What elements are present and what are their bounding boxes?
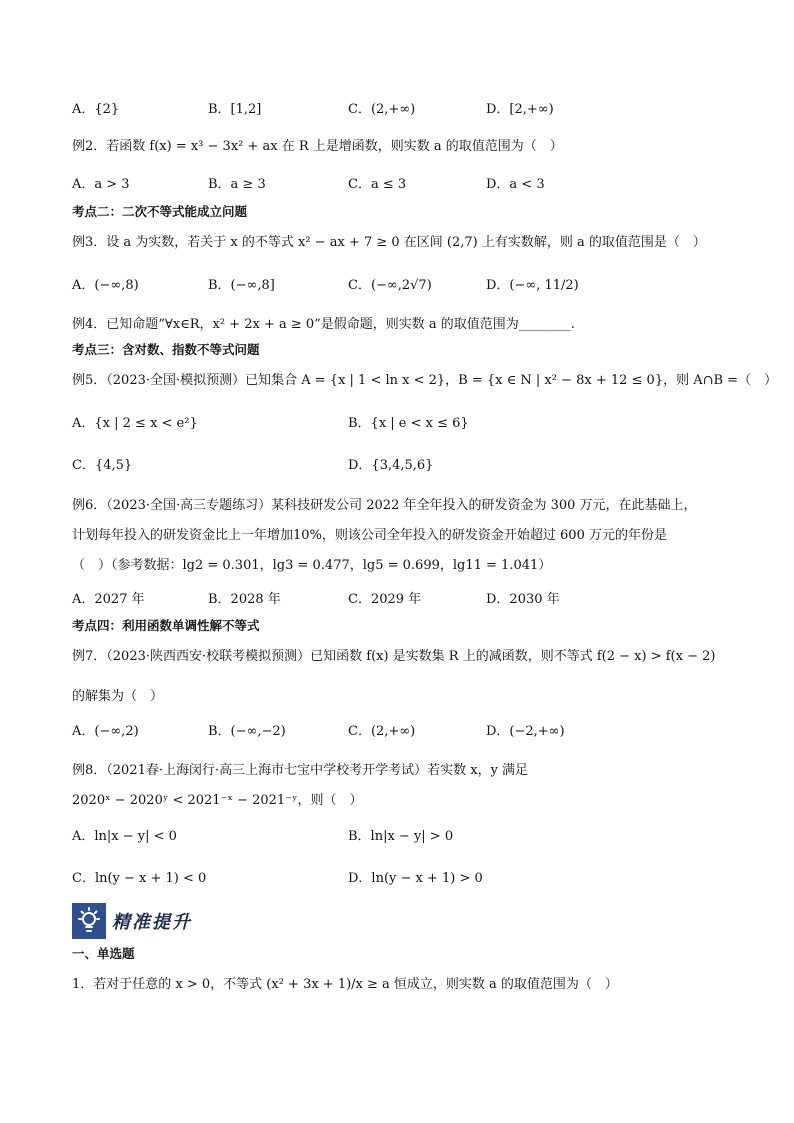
knowledge-point-4: 考点四：利用函数单调性解不等式 xyxy=(72,618,260,633)
ex2-option-a: A．a > 3 xyxy=(72,177,130,192)
ex5-option-b: B．{x | e < x ≤ 6} xyxy=(348,416,469,431)
example-8-stem-line-1: 例8．（2021春·上海闵行·高三上海市七宝中学校考开学考试）若实数 x，y 满足 xyxy=(72,763,529,778)
ex2-option-d: D．a < 3 xyxy=(486,177,545,192)
option-d: D．[2,+∞) xyxy=(486,102,554,117)
knowledge-point-3: 考点三：含对数、指数不等式问题 xyxy=(72,342,260,357)
ex8-option-a: A．ln|x − y| < 0 xyxy=(72,829,177,844)
ex2-option-b: B．a ≥ 3 xyxy=(208,177,266,192)
example-6-stem-line-2: 计划每年投入的研发资金比上一年增加10%，则该公司全年投入的研发资金开始超过 600 万元的年份是 xyxy=(72,528,667,543)
ex5-option-c: C．{4,5} xyxy=(72,458,133,473)
example-7-stem-line-1: 例7．（2023·陕西西安·校联考模拟预测）已知函数 f(x) 是实数集 R 上的减函数，则不等式 f(2 − x) > f(x − 2) xyxy=(72,649,716,664)
ex6-option-c: C．2029 年 xyxy=(348,592,422,607)
ex3-option-a: A．(−∞,8) xyxy=(72,278,139,293)
ex5-option-d: D．{3,4,5,6} xyxy=(348,458,434,473)
ex7-option-a: A．(−∞,2) xyxy=(72,724,139,739)
ex8-option-b: B．ln|x − y| > 0 xyxy=(348,829,454,844)
ex7-option-c: C．(2,+∞) xyxy=(348,724,416,739)
example-6-stem-line-3: （ ）（参考数据：lg2 = 0.301，lg3 = 0.477，lg5 = 0.699，lg11 = 1.041） xyxy=(72,558,552,573)
ex8-option-c: C．ln(y − x + 1) < 0 xyxy=(72,871,207,886)
question-1-stem: 1．若对于任意的 x > 0，不等式 (x² + 3x + 1)/x ≥ a 恒成立，则实数 a 的取值范围为（ ） xyxy=(72,977,618,992)
ex2-option-c: C．a ≤ 3 xyxy=(348,177,407,192)
option-c: C．(2,+∞) xyxy=(348,102,416,117)
ex8-option-d: D．ln(y − x + 1) > 0 xyxy=(348,871,483,886)
ex3-option-c: C．(−∞,2√7) xyxy=(348,278,432,293)
example-4-stem: 例4．已知命题“∀x∈R，x² + 2x + a ≥ 0”是假命题，则实数 a 的取值范围为________. xyxy=(72,317,575,332)
ex3-option-b: B．(−∞,8] xyxy=(208,278,275,293)
example-8-stem-line-2: 2020ˣ − 2020ʸ < 2021⁻ˣ − 2021⁻ʸ，则（ ） xyxy=(72,793,363,808)
knowledge-point-2: 考点二：二次不等式能成立问题 xyxy=(72,204,248,219)
ex7-option-b: B．(−∞,−2) xyxy=(208,724,286,739)
option-a: A．{2} xyxy=(72,102,120,117)
section-heading: 一、单选题 xyxy=(72,946,135,961)
ex7-option-d: D．(−2,+∞) xyxy=(486,724,565,739)
ex6-option-a: A．2027 年 xyxy=(72,592,145,607)
ex5-option-a: A．{x | 2 ≤ x < e²} xyxy=(72,416,198,431)
example-5-stem: 例5．（2023·全国·模拟预测）已知集合 A = {x | 1 < ln x < 2}，B = {x ∈ N | x² − 8x + 12 ≤ 0}，则 A∩B =（ ） xyxy=(72,373,778,388)
example-2-stem: 例2．若函数 f(x) = x³ − 3x² + ax 在 R 上是增函数，则实数 a 的取值范围为（ ） xyxy=(72,139,563,154)
ex3-option-d: D．(−∞, 11/2) xyxy=(486,278,579,293)
example-3-stem: 例3．设 a 为实数，若关于 x 的不等式 x² − ax + 7 ≥ 0 在区间 (2,7) 上有实数解，则 a 的取值范围是（ ） xyxy=(72,235,706,250)
section-badge xyxy=(72,903,202,939)
example-6-stem-line-1: 例6．（2023·全国·高三专题练习）某科技研发公司 2022 年全年投入的研发资金为 300 万元，在此基础上， xyxy=(72,498,697,513)
example-7-stem-line-2: 的解集为（ ） xyxy=(72,689,164,704)
ex6-option-d: D．2030 年 xyxy=(486,592,560,607)
option-b: B．[1,2] xyxy=(208,102,262,117)
ex6-option-b: B．2028 年 xyxy=(208,592,281,607)
section-badge-title: 精准提升 xyxy=(112,912,192,933)
lightbulb-icon xyxy=(72,903,106,939)
